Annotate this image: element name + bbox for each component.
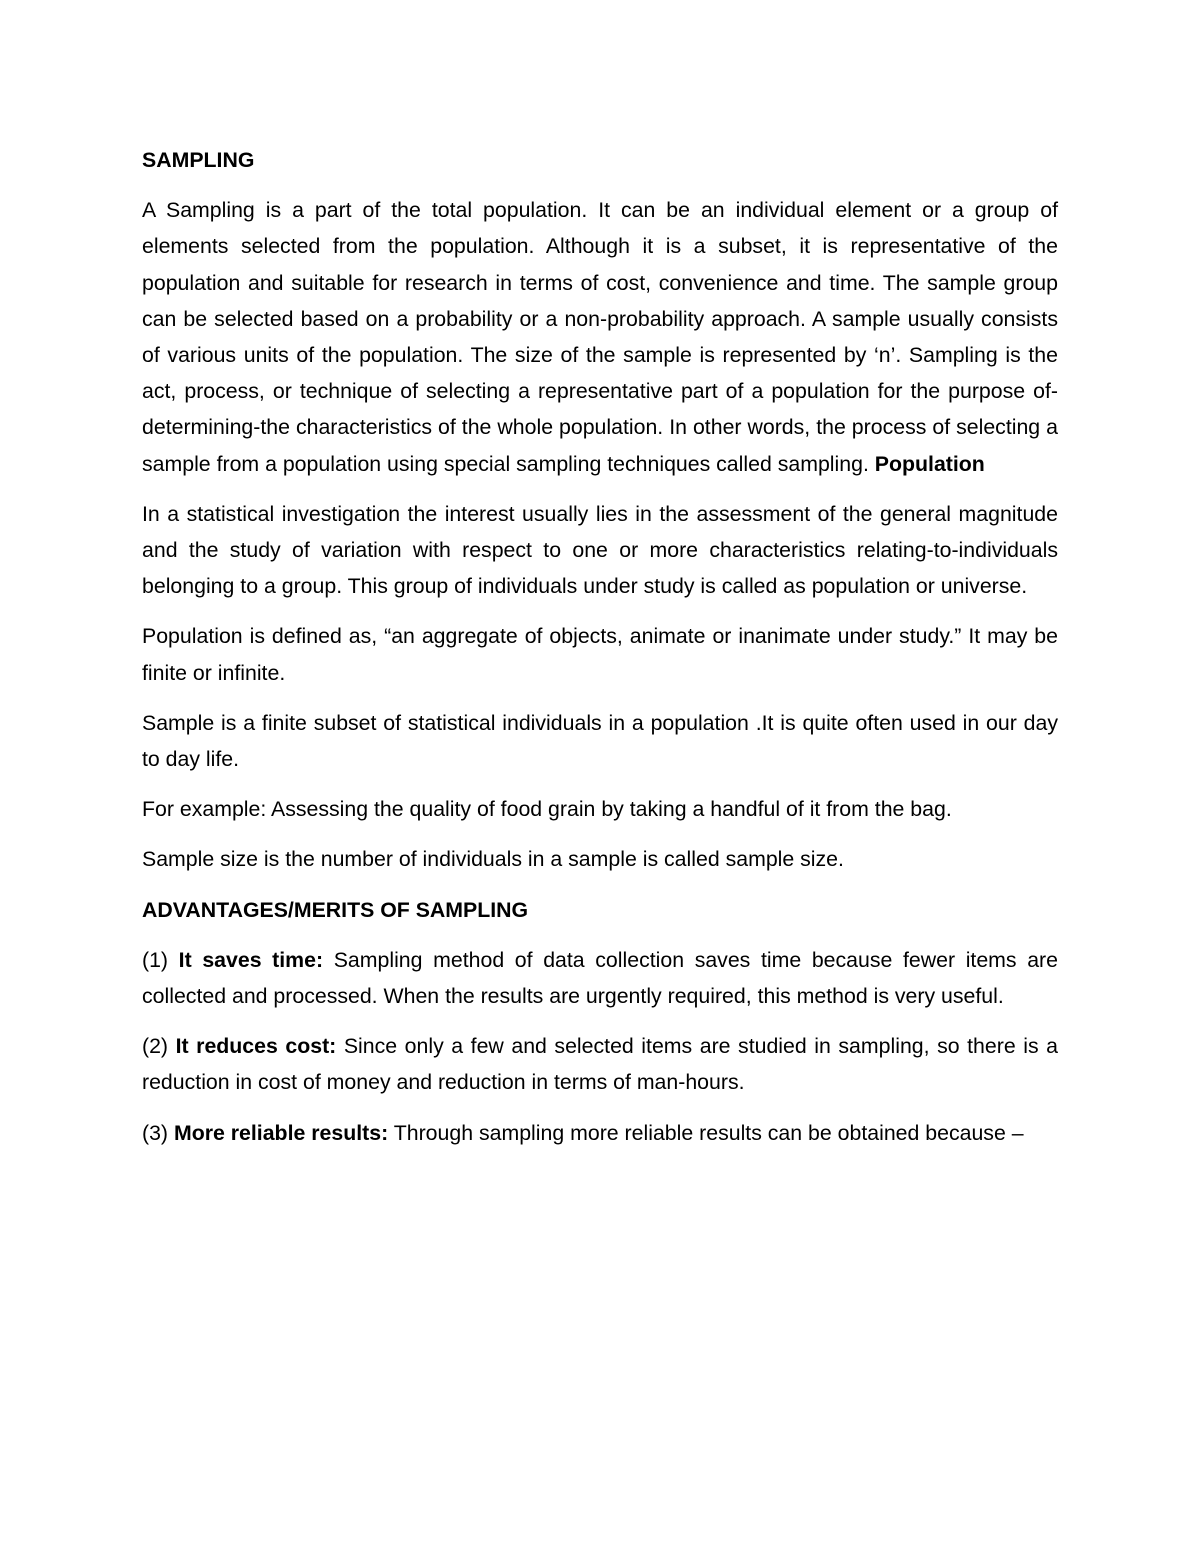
sampling-paragraph [142,192,1058,482]
heading-advantages: ADVANTAGES/MERITS OF SAMPLING [142,897,529,922]
sample-size-paragraph: Sample size is the number of individuals in a sample is called sample size. [142,847,844,872]
advantage-text: Through sampling more reliable results can be obtained because – [393,1120,1024,1145]
population-paragraph: In a statistical investigation the interest usually lies in the assessment of the general magnitude and the study of variation with respect to one or more characteristics relating-to-individuals belonging to a group. This group of individuals under study is called as population or universe. [142,501,1058,599]
advantage-title: It reduces cost: [175,1034,337,1059]
advantage-number: (1) [142,947,169,972]
example-paragraph: For example: Assessing the quality of food grain by taking a handful of it from the bag. [142,797,952,822]
heading-population: Population [874,451,985,476]
advantage-text: Since only a few and selected items are studied in sampling, so there is a reduction in cost of money and reduction in terms of man-hours. [142,1034,1059,1095]
advantage-item [142,1115,1058,1151]
advantage-item [142,942,1058,1014]
advantage-title: It saves time: [178,947,324,972]
advantage-item [142,1028,1058,1100]
heading-sampling: SAMPLING [142,148,255,172]
sample-definition: Sample is a finite subset of statistical individuals in a population .It is quite often used in our day to day life. [142,710,1058,772]
advantage-text: Sampling method of data collection saves time because fewer items are collected and processed. When the results are urgently required, this method is very useful. [142,947,1058,1009]
advantage-number: (2) [142,1034,169,1059]
document-body [142,142,1058,1165]
population-definition: Population is defined as, “an aggregate of objects, animate or inanimate under study.” It may be finite or infinite. [142,624,1058,685]
advantage-number: (3) [142,1120,169,1145]
sampling-paragraph-text: A Sampling is a part of the total population. It can be an individual element or a group of elements selected from the population. Although it is a subset, it is representative of the population and suitable for research in terms of cost, convenience and time. The sample group can be selected based on a probability or a non-probability approach. A sample usually consists of various units of the population. The size of the sample is represented by ‘n’. Sampling is the act, process, or technique of selecting a representative part of a population for the purpose of-determining-the characteristics of the whole population. In other words, the process of selecting a sample from a population using special sampling techniques called sampling. [142,198,1058,476]
advantage-title: More reliable results: [173,1120,389,1145]
